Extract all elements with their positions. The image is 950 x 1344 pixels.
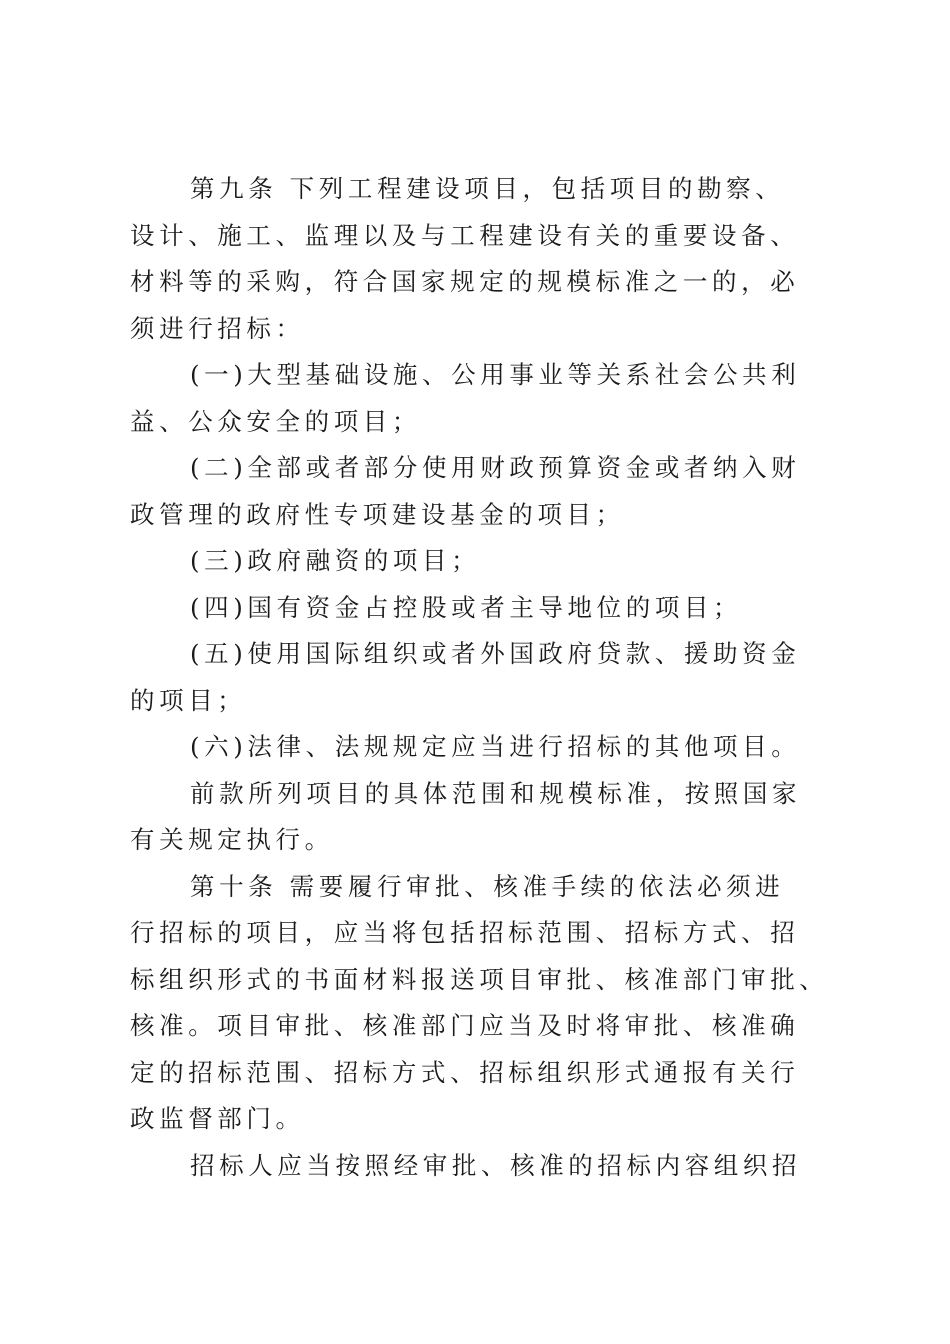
text-line: 标组织形式的书面材料报送项目审批、核准部门审批、 xyxy=(130,964,829,994)
text-line: 政监督部门。 xyxy=(130,1104,305,1133)
paragraph-line: 招标人应当按照经审批、核准的招标内容组织招 xyxy=(190,1150,802,1180)
paragraph-line: 前款所列项目的具体范围和规模标准，按照国家 xyxy=(190,778,802,808)
text-line: 定的招标范围、招标方式、招标组织形式通报有关行 xyxy=(130,1057,800,1087)
text-line: 设计、施工、监理以及与工程建设有关的重要设备、 xyxy=(130,220,800,250)
text-line: 材料等的采购，符合国家规定的规模标准之一的，必 xyxy=(130,267,800,296)
article-9-heading-line: 第九条 下列工程建设项目，包括项目的勘察、 xyxy=(190,174,785,203)
document-body xyxy=(130,166,830,1189)
text-line: 政管理的政府性专项建设基金的项目； xyxy=(130,499,625,529)
text-line: 核准。项目审批、核准部门应当及时将审批、核准确 xyxy=(130,1011,800,1040)
list-item-1-line: (一)大型基础设施、公用事业等关系社会公共利 xyxy=(190,360,801,389)
text-line: 益、公众安全的项目； xyxy=(130,406,421,436)
text-line: 行招标的项目，应当将包括招标范围、招标方式、招 xyxy=(130,918,800,947)
list-item-6-line: (六)法律、法规规定应当进行招标的其他项目。 xyxy=(190,732,801,761)
list-item-4-line: (四)国有资金占控股或者主导地位的项目； xyxy=(190,592,743,622)
text-line: 须进行招标： xyxy=(130,313,305,343)
text-line: 有关规定执行。 xyxy=(130,825,334,854)
article-10-heading-line: 第十条 需要履行审批、核准手续的依法必须进 xyxy=(190,871,785,901)
list-item-3-line: (三)政府融资的项目； xyxy=(190,546,481,575)
text-line: 的项目； xyxy=(130,685,247,715)
list-item-2-line: (二)全部或者部分使用财政预算资金或者纳入财 xyxy=(190,453,801,482)
list-item-5-line: (五)使用国际组织或者外国政府贷款、援助资金 xyxy=(190,639,801,668)
